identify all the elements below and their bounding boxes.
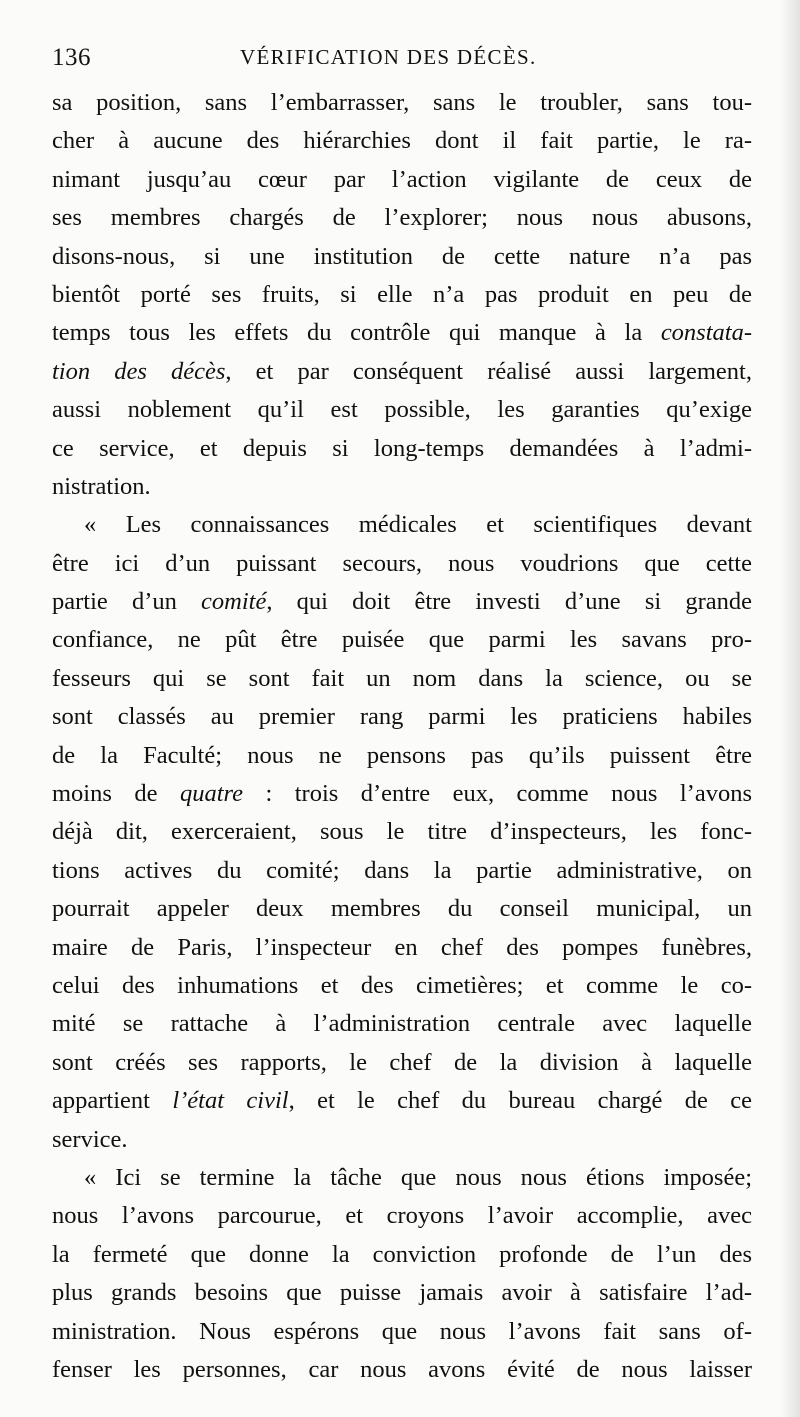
text-line: mité se rattache à l’administration centrale avec laquelle bbox=[52, 1010, 752, 1038]
text-line: tions actives du comité; dans la partie administrative, on bbox=[52, 856, 752, 884]
text-line: de la Faculté; nous ne pensons pas qu’ils puissent être bbox=[52, 741, 752, 769]
italic-phrase: tion des décès bbox=[52, 357, 226, 385]
text-line: sont classés au premier rang parmi les praticiens habiles bbox=[52, 703, 752, 731]
text-line: bientôt porté ses fruits, si elle n’a pas produit en peu de bbox=[52, 280, 752, 308]
text-line: nimant jusqu’au cœur par l’action vigilante de ceux de bbox=[52, 165, 752, 193]
text-line: ministration. Nous espérons que nous l’avons fait sans of- bbox=[52, 1317, 752, 1345]
text-line: « Les connaissances médicales et scientifiques devant bbox=[84, 511, 752, 539]
italic-phrase: constata- bbox=[660, 319, 752, 347]
text-line: temps tous les effets du contrôle qui manque à la constata- bbox=[52, 319, 752, 347]
text-line: service. bbox=[52, 1125, 128, 1153]
text-line: tion des décès, et par conséquent réalisé aussi largement, bbox=[52, 357, 752, 385]
text-line: pourrait appeler deux membres du conseil municipal, un bbox=[52, 895, 752, 923]
text-line: cher à aucune des hiérarchies dont il fait partie, le ra- bbox=[52, 127, 752, 155]
text-line: sa position, sans l’embarrasser, sans le troubler, sans tou- bbox=[52, 89, 752, 116]
italic-phrase: l’état civil bbox=[172, 1087, 289, 1115]
running-head bbox=[52, 44, 752, 78]
text-line: sont créés ses rapports, le chef de la division à laquelle bbox=[52, 1048, 752, 1076]
running-title: VÉRIFICATION DES DÉCÈS. bbox=[240, 45, 537, 69]
text-line: maire de Paris, l’inspecteur en chef des pompes funèbres, bbox=[52, 933, 752, 961]
text-line: disons-nous, si une institution de cette nature n’a pas bbox=[52, 242, 752, 270]
text-line: appartient l’état civil, et le chef du bureau chargé de ce bbox=[52, 1087, 753, 1115]
text-line: ce service, et depuis si long-temps demandées à l’admi- bbox=[52, 434, 752, 462]
text-line: déjà dit, exerceraient, sous le titre d’inspecteurs, les fonc- bbox=[52, 818, 752, 846]
text-line: moins de quatre : trois d’entre eux, comme nous l’avons bbox=[52, 780, 752, 808]
italic-phrase: quatre bbox=[179, 780, 244, 808]
text-line: nistration. bbox=[52, 472, 151, 500]
text-line: confiance, ne pût être puisée que parmi les savans pro- bbox=[52, 626, 752, 654]
text-line: fenser les personnes, car nous avons évité de nous laisser bbox=[52, 1355, 752, 1383]
text-line: « Ici se termine la tâche que nous nous étions imposée; bbox=[84, 1163, 752, 1191]
text-line: la fermeté que donne la conviction profonde de l’un des bbox=[52, 1240, 752, 1268]
italic-phrase: comité bbox=[201, 588, 267, 616]
text-line: fesseurs qui se sont fait un nom dans la science, ou se bbox=[52, 664, 752, 692]
body-text bbox=[52, 84, 752, 1389]
page-number: 136 bbox=[52, 44, 91, 71]
text-line: celui des inhumations et des cimetières; et comme le co- bbox=[52, 971, 752, 999]
text-line: ses membres chargés de l’explorer; nous nous abusons, bbox=[52, 204, 752, 232]
text-line: plus grands besoins que puisse jamais avoir à satisfaire l’ad- bbox=[52, 1279, 752, 1307]
text-line: nous l’avons parcourue, et croyons l’avoir accomplie, avec bbox=[52, 1202, 752, 1230]
text-line: être ici d’un puissant secours, nous voudrions que cette bbox=[52, 549, 752, 577]
text-line: partie d’un comité, qui doit être investi d’une si grande bbox=[52, 588, 752, 616]
text-line: aussi noblement qu’il est possible, les garanties qu’exige bbox=[52, 396, 752, 424]
